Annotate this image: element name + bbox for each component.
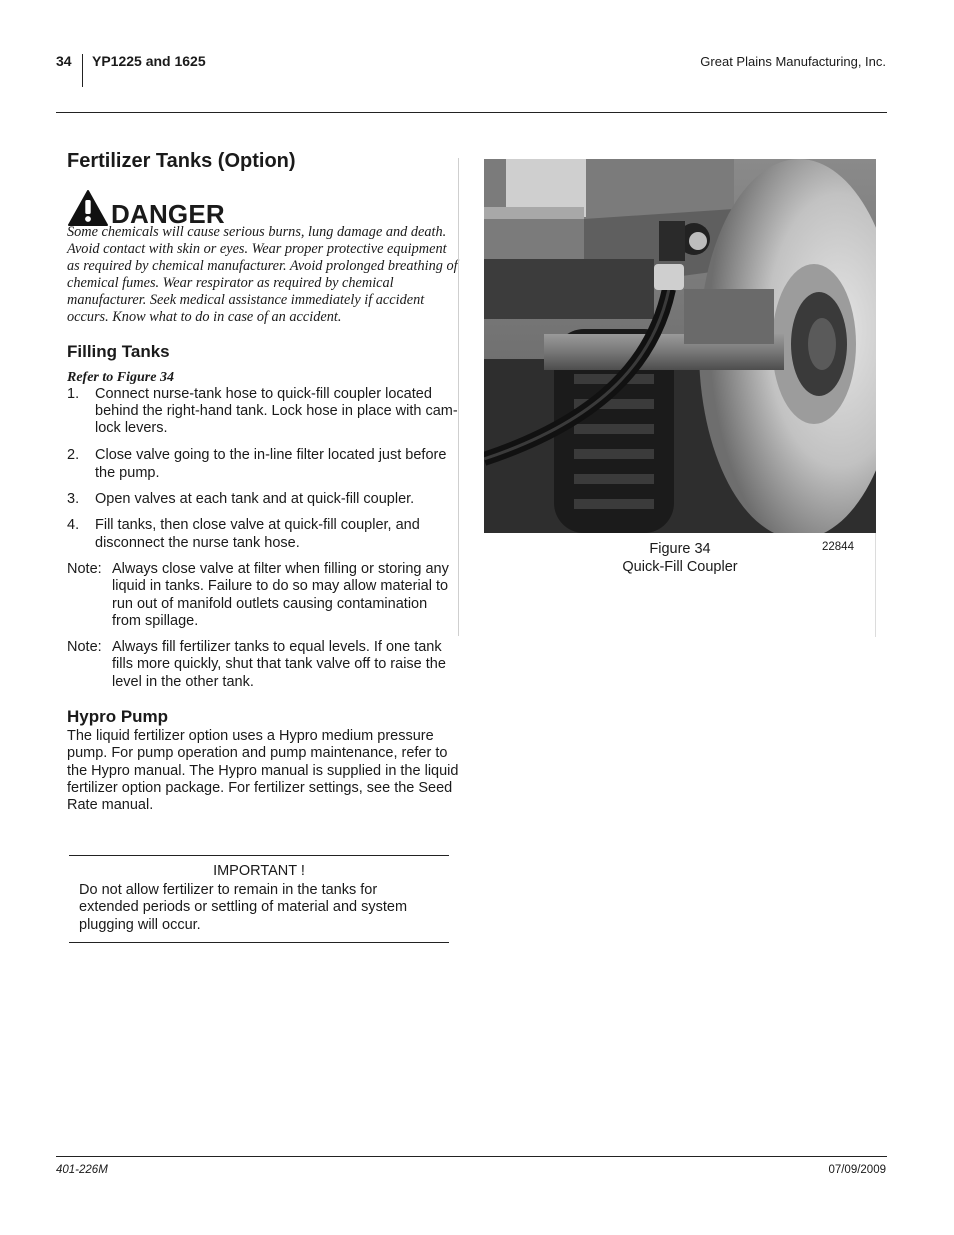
header-divider: [82, 54, 83, 87]
important-text: Do not allow fertilizer to remain in the tanks for extended periods or settling of material and system plugging will occur.: [79, 882, 408, 933]
figure-number: Figure 34: [649, 541, 711, 557]
photo-edge: [875, 533, 876, 637]
page-number: 34: [56, 53, 72, 69]
figure-id: 22844: [822, 541, 854, 553]
hypro-pump-heading: Hypro Pump: [67, 707, 169, 727]
hypro-pump-text: The liquid fertilizer option uses a Hypro medium pressure pump. For pump operation and pump maintenance, refer to the Hypro manual. The Hypro manual is supplied in the liquid fertilizer option package. For fertilizer settings, see the Seed Rate manual.: [67, 728, 459, 814]
danger-text: Some chemicals will cause serious burns, lung damage and death. Avoid contact with skin or eyes. Wear proper protective equipment as required by chemical manufacturer. Avoid prolonged breathing of chemical fumes. Wear respirator as required by chemical manufacturer. Seek medical assistance immediately if accident occurs. Know what to do in case of an accident.: [67, 224, 458, 326]
quick-fill-coupler-photo: [484, 159, 876, 533]
note: [67, 639, 459, 691]
step-text: Close valve going to the in-line filter located just before the pump.: [95, 447, 447, 481]
list-item: [67, 491, 459, 508]
figure-reference: Refer to Figure 34: [67, 369, 174, 385]
step-number: 3.: [67, 491, 80, 508]
main-text-column: [67, 148, 459, 815]
step-text: Fill tanks, then close valve at quick-fill coupler, and disconnect the nurse tank hose.: [95, 517, 420, 551]
list-item: [67, 517, 459, 552]
note-label: Note:: [67, 560, 102, 577]
important-notice: [69, 855, 449, 943]
step-number: 1.: [67, 385, 80, 402]
filling-steps: [67, 386, 459, 552]
step-number: 2.: [67, 447, 80, 464]
danger-heading: [67, 187, 459, 227]
note: [67, 561, 459, 630]
list-item: [67, 447, 459, 482]
column-divider: [458, 158, 459, 636]
note-label: Note:: [67, 639, 102, 656]
company-name: Great Plains Manufacturing, Inc.: [700, 54, 886, 69]
document-number: 401-226M: [56, 1164, 108, 1176]
step-text: Open valves at each tank and at quick-fill coupler.: [95, 491, 415, 508]
photo-illustration: [484, 159, 876, 533]
header-rule: [56, 112, 887, 113]
note-text: Always close valve at filter when filling or storing any liquid in tanks. Failure to do so may allow material to run out of manifold outlets causing contamination from spillage.: [112, 560, 449, 629]
step-number: 4.: [67, 517, 80, 534]
filling-tanks-heading: Filling Tanks: [67, 341, 170, 361]
warning-triangle-icon: [67, 189, 109, 227]
list-item: [67, 386, 459, 438]
section-title: Fertilizer Tanks (Option): [67, 150, 296, 172]
danger-label: DANGER: [111, 199, 225, 229]
revision-date: 07/09/2009: [828, 1164, 886, 1176]
step-text: Connect nurse-tank hose to quick-fill coupler located behind the right-hand tank. Lock hose in place with cam-lock levers.: [95, 385, 458, 437]
important-title: IMPORTANT !: [213, 863, 305, 879]
footer-rule: [56, 1156, 887, 1157]
figure-caption: [600, 540, 760, 576]
note-text: Always fill fertilizer tanks to equal levels. If one tank fills more quickly, shut that tank valve off to raise the level in the other tank.: [112, 639, 446, 690]
model-title: YP1225 and 1625: [92, 53, 206, 69]
figure-title: Quick-Fill Coupler: [622, 559, 738, 575]
